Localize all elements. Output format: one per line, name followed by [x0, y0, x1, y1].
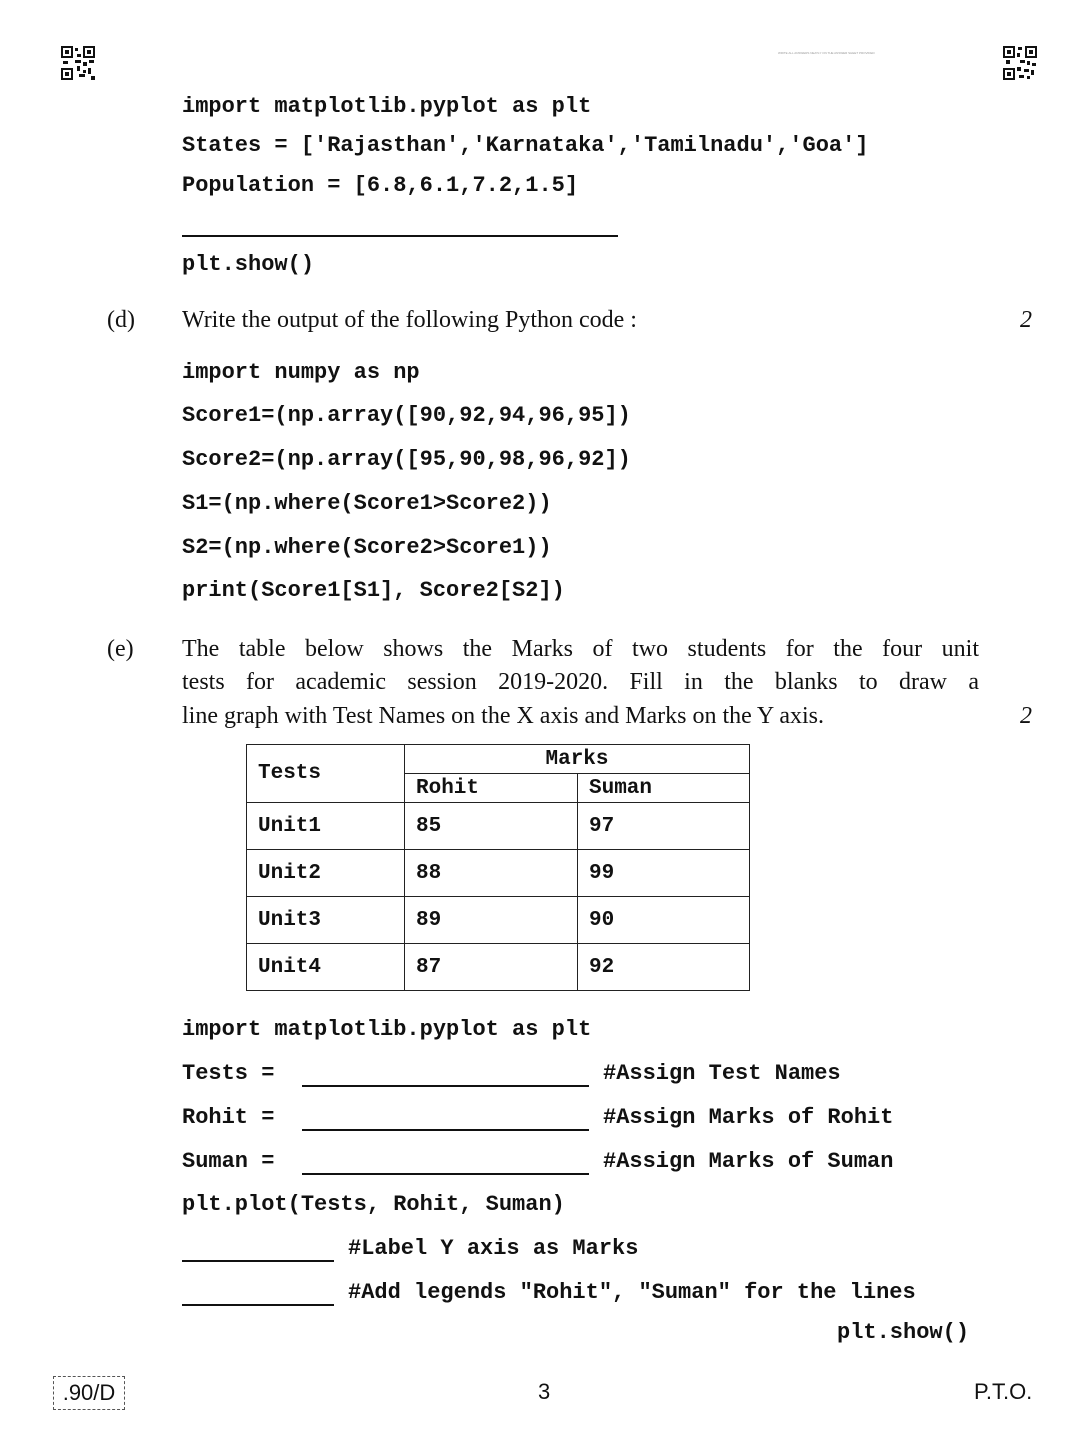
table-cell: Unit3 — [247, 897, 405, 944]
marks-table — [246, 744, 750, 991]
table-row — [247, 944, 750, 991]
code-e-comment-tests: #Assign Test Names — [603, 1061, 841, 1086]
code-e-plot: plt.plot(Tests, Rohit, Suman) — [182, 1192, 565, 1217]
table-header-marks: Marks — [405, 745, 750, 774]
question-d-text: Write the output of the following Python code : — [182, 307, 637, 333]
code-d-line-3: Score2=(np.array([95,90,98,96,92]) — [182, 447, 631, 472]
code-e-comment-legend: #Add legends "Rohit", "Suman" for the lines — [348, 1280, 916, 1305]
qr-code-right — [1003, 46, 1037, 80]
code-c-line-1: import matplotlib.pyplot as plt — [182, 94, 592, 119]
table-cell: 97 — [578, 803, 750, 850]
table-cell: 85 — [405, 803, 578, 850]
code-d-line-5: S2=(np.where(Score2>Score1)) — [182, 535, 552, 560]
code-e-comment-suman: #Assign Marks of Suman — [603, 1149, 894, 1174]
code-e-assign-rohit: Rohit = — [182, 1105, 275, 1130]
table-cell: Unit2 — [247, 850, 405, 897]
question-e-label: (e) — [107, 636, 134, 662]
page-number: 3 — [538, 1379, 551, 1404]
code-e-comment-ylabel: #Label Y axis as Marks — [348, 1236, 639, 1261]
code-d-line-1: import numpy as np — [182, 360, 420, 385]
table-cell: 87 — [405, 944, 578, 991]
table-cell: 92 — [578, 944, 750, 991]
code-d-line-4: S1=(np.where(Score1>Score2)) — [182, 491, 552, 516]
table-cell: 89 — [405, 897, 578, 944]
code-c-line-2: States = ['Rajasthan','Karnataka','Tamilnadu','Goa'] — [182, 133, 869, 158]
table-cell: 88 — [405, 850, 578, 897]
code-e-assign-suman: Suman = — [182, 1149, 275, 1174]
answer-blank-c — [182, 235, 618, 237]
answer-blank-ylabel — [182, 1260, 334, 1262]
table-cell: 99 — [578, 850, 750, 897]
code-e-show: plt.show() — [837, 1320, 970, 1345]
table-header-suman: Suman — [578, 774, 750, 803]
question-d-label: (d) — [107, 307, 135, 333]
table-row — [247, 850, 750, 897]
pto-label: P.T.O. — [974, 1379, 1033, 1404]
code-e-import: import matplotlib.pyplot as plt — [182, 1017, 592, 1042]
table-cell: Unit4 — [247, 944, 405, 991]
question-e-text-line-2: tests for academic session 2019-2020. Fill in the blanks to draw a — [182, 669, 979, 695]
answer-blank-legend — [182, 1304, 334, 1306]
footer-code: .90/D — [53, 1376, 125, 1410]
table-header-rohit: Rohit — [405, 774, 578, 803]
table-cell: 90 — [578, 897, 750, 944]
question-e-text-line-3: line graph with Test Names on the X axis and Marks on the Y axis. — [182, 703, 824, 729]
code-d-line-2: Score1=(np.array([90,92,94,96,95]) — [182, 403, 631, 428]
table-row — [247, 897, 750, 944]
code-c-line-4: plt.show() — [182, 252, 315, 277]
answer-blank-tests — [302, 1085, 589, 1087]
table-header-tests: Tests — [247, 745, 405, 803]
code-e-assign-tests: Tests = — [182, 1061, 275, 1086]
table-row — [247, 803, 750, 850]
code-d-line-6: print(Score1[S1], Score2[S2]) — [182, 578, 565, 603]
question-d-marks: 2 — [1020, 307, 1032, 333]
table-cell: Unit1 — [247, 803, 405, 850]
question-e-text-line-1: The table below shows the Marks of two students for the four unit — [182, 636, 979, 662]
question-e-marks: 2 — [1020, 703, 1032, 729]
answer-blank-rohit — [302, 1129, 589, 1131]
code-e-comment-rohit: #Assign Marks of Rohit — [603, 1105, 894, 1130]
header-tiny-text: WRITE ALL ANSWERS NEATLY ON THE ANSWER SHEET PROVIDED — [778, 51, 875, 55]
answer-blank-suman — [302, 1173, 589, 1175]
qr-code-left — [61, 46, 95, 80]
code-c-line-3: Population = [6.8,6.1,7.2,1.5] — [182, 173, 579, 198]
